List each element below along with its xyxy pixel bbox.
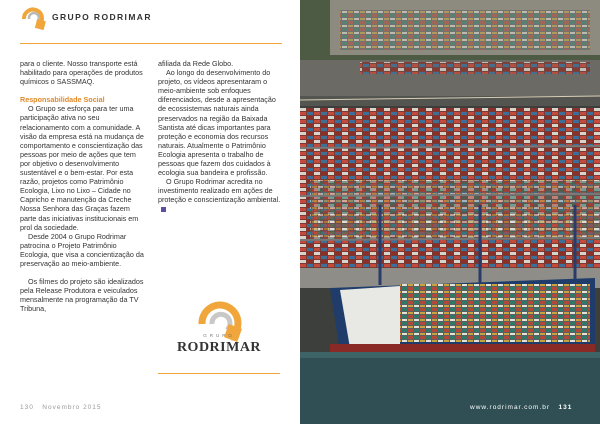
paragraph-final [158, 177, 282, 213]
brand-title: GRUPO RODRIMAR [52, 12, 152, 22]
paragraph: afiliada da Rede Globo. [158, 59, 234, 68]
header-rule [20, 43, 282, 44]
rodrimar-logo-icon [20, 6, 48, 32]
page-number: 131 [558, 404, 573, 411]
paragraph: Ao longo do desenvolvimento do projeto, os vídeos apresentaram o meio-ambiente sob enfoques diferenciados, desde a apresentação de ecossistemas naturais ainda preservados na região da Baixada Santista até dicas importantes para proteção e economia dos recursos naturais. Atualmente o Patrimônio Ecologia apresenta o trabalho de pessoas que fazem dos cuidados à ecologia sua bandeira e profissão. [158, 68, 276, 178]
paragraph: O Grupo se esforça para ter uma participação ativa no seu relacionamento com a comunidade. A visão da empresa está na mudança de comportamento e conscientização das pessoas por meio de ações que tem por objetivo o desenvolvimento sustentável e o bem-estar. Por esta razão, projetos como Patrimônio Ecologia, Lixo no Lixo – Cidade no Capricho e manutenção da Creche Nossa Senhora das Graças fazem parte das iniciativas institucionais em prol da sociedade. [20, 104, 144, 232]
section-title: Responsabilidade Social [20, 95, 105, 105]
logo-wordmark: RODRIMAR [176, 340, 262, 355]
website-url: www.rodrimar.com.br [470, 404, 551, 411]
logo-grupo-label: GRUPO [203, 333, 235, 338]
paragraph: Desde 2004 o Grupo Rodrimar patrocina o Projeto Patrimônio Ecologia, que visa a concientização da preservação ao meio-ambiente. [20, 231, 144, 268]
paragraph: Os filmes do projeto são idealizados pela Release Produtora e veiculados mensalmente na programação da TV Tribuna, [20, 277, 144, 314]
paragraph: para o cliente. Nosso transporte está habilitado para operações de produtos químicos o SASSMAQ. [20, 59, 143, 87]
right-folio [470, 404, 572, 411]
right-page-photo [300, 0, 600, 424]
port-aerial-photo [300, 0, 600, 424]
bottom-rule [158, 373, 280, 374]
left-folio [20, 404, 102, 411]
page-number: 130 [20, 404, 34, 411]
text-column-2 [158, 59, 282, 214]
end-mark-icon [161, 207, 166, 212]
paragraph-text: O Grupo Rodrimar acredita no investimento realizado em ações de proteção e conscientização ambiental. [158, 177, 281, 205]
issue-date: Novembro 2015 [42, 404, 102, 411]
text-column-1 [20, 59, 148, 313]
